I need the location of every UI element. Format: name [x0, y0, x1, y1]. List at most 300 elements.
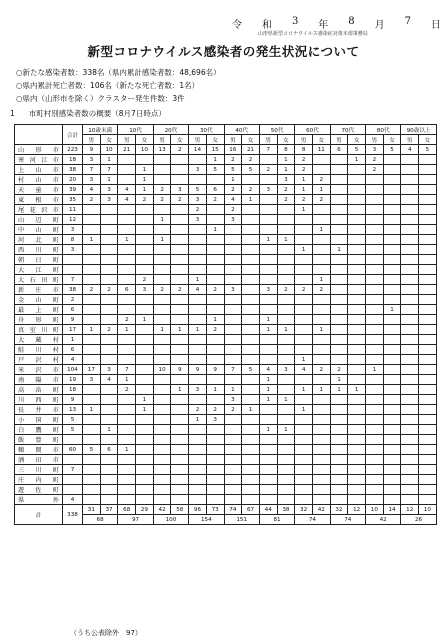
table-row	[15, 385, 437, 395]
case-count	[242, 375, 260, 385]
case-count: 8	[295, 145, 313, 155]
case-count	[224, 235, 242, 245]
case-count	[153, 475, 171, 485]
case-count: 2	[171, 145, 189, 155]
case-count	[100, 245, 118, 255]
case-count	[277, 475, 295, 485]
case-count	[83, 225, 101, 235]
case-count	[136, 265, 154, 275]
case-count	[401, 205, 419, 215]
case-count	[171, 415, 189, 425]
table-row	[15, 445, 437, 455]
case-count	[100, 465, 118, 475]
total-by-age-band: 68	[83, 515, 118, 525]
case-count	[277, 245, 295, 255]
case-count	[330, 155, 348, 165]
case-count	[136, 305, 154, 315]
case-count: 3	[136, 285, 154, 295]
case-count: 1	[312, 385, 330, 395]
case-count	[153, 445, 171, 455]
case-count	[348, 445, 366, 455]
case-count	[259, 405, 277, 415]
case-count	[277, 345, 295, 355]
table-row	[15, 395, 437, 405]
case-count	[224, 325, 242, 335]
case-count	[348, 315, 366, 325]
case-count	[153, 225, 171, 235]
case-count	[312, 475, 330, 485]
case-count	[224, 485, 242, 495]
case-count	[224, 225, 242, 235]
case-count: 2	[295, 165, 313, 175]
case-count	[277, 215, 295, 225]
case-count: 1	[83, 235, 101, 245]
case-count	[136, 475, 154, 485]
case-count	[136, 235, 154, 245]
total-by-sex: 67	[242, 505, 260, 515]
case-count	[259, 305, 277, 315]
case-count	[153, 405, 171, 415]
municipality-name: 米沢市	[15, 365, 63, 375]
case-count	[171, 175, 189, 185]
case-count	[312, 355, 330, 365]
row-total: 9	[63, 395, 83, 405]
case-count	[83, 215, 101, 225]
case-count	[419, 205, 437, 215]
case-count	[100, 475, 118, 485]
case-count	[100, 335, 118, 345]
case-count	[100, 415, 118, 425]
row-total: 19	[63, 375, 83, 385]
case-count	[295, 435, 313, 445]
case-count	[206, 495, 224, 505]
case-count: 9	[206, 365, 224, 375]
case-count	[153, 495, 171, 505]
case-count: 5	[419, 145, 437, 155]
case-count: 2	[277, 285, 295, 295]
table-row	[15, 415, 437, 425]
case-count	[100, 215, 118, 225]
case-count: 1	[206, 155, 224, 165]
case-count	[171, 225, 189, 235]
case-count: 3	[259, 185, 277, 195]
case-count: 1	[295, 175, 313, 185]
case-count: 1	[100, 155, 118, 165]
case-count: 1	[171, 325, 189, 335]
case-count	[153, 455, 171, 465]
case-count: 1	[277, 235, 295, 245]
table-row	[15, 235, 437, 245]
case-count: 2	[242, 185, 260, 195]
municipality-name: 真室川町	[15, 325, 63, 335]
case-count	[295, 265, 313, 275]
row-total: 38	[63, 285, 83, 295]
case-count: 10	[100, 145, 118, 155]
case-count: 1	[206, 315, 224, 325]
case-count: 1	[189, 275, 207, 285]
case-count: 3	[83, 175, 101, 185]
case-count: 1	[189, 415, 207, 425]
header-age-band: 60代	[295, 125, 330, 135]
case-count: 2	[224, 405, 242, 415]
case-count: 4	[189, 285, 207, 295]
case-count	[83, 305, 101, 315]
table-row	[15, 245, 437, 255]
case-count	[383, 385, 401, 395]
municipality-name: 上山市	[15, 165, 63, 175]
case-count	[383, 325, 401, 335]
case-count: 1	[348, 385, 366, 395]
case-count	[348, 345, 366, 355]
case-count	[366, 495, 384, 505]
case-count: 2	[277, 195, 295, 205]
case-count	[312, 345, 330, 355]
case-count	[118, 205, 136, 215]
case-count	[224, 435, 242, 445]
case-count: 7	[118, 365, 136, 375]
case-count	[295, 445, 313, 455]
table-row	[15, 325, 437, 335]
case-count	[171, 395, 189, 405]
case-count: 7	[224, 365, 242, 375]
case-count	[383, 335, 401, 345]
case-count: 10	[153, 365, 171, 375]
case-count	[383, 205, 401, 215]
row-total: 3	[63, 225, 83, 235]
case-count: 7	[83, 165, 101, 175]
case-count	[259, 445, 277, 455]
case-count: 1	[348, 155, 366, 165]
case-count	[189, 335, 207, 345]
case-count	[383, 415, 401, 425]
case-count	[118, 435, 136, 445]
case-count	[330, 335, 348, 345]
case-count	[419, 195, 437, 205]
case-count	[118, 495, 136, 505]
header-sex: 男	[189, 135, 207, 145]
case-count: 1	[153, 325, 171, 335]
case-count	[348, 285, 366, 295]
case-count	[401, 365, 419, 375]
case-count	[136, 335, 154, 345]
case-count	[401, 215, 419, 225]
case-count	[277, 375, 295, 385]
case-count	[383, 245, 401, 255]
case-count: 1	[242, 405, 260, 415]
case-count: 2	[366, 165, 384, 175]
case-count: 1	[259, 315, 277, 325]
total-by-sex: 31	[83, 505, 101, 515]
case-count: 2	[330, 365, 348, 375]
case-count	[366, 345, 384, 355]
case-count	[171, 245, 189, 255]
case-count	[136, 295, 154, 305]
case-count	[153, 375, 171, 385]
case-count	[259, 345, 277, 355]
case-count	[366, 235, 384, 245]
case-count	[171, 255, 189, 265]
case-count	[153, 265, 171, 275]
document-title: 新型コロナウイルス感染者の発生状況について	[87, 44, 360, 59]
case-count	[136, 345, 154, 355]
issuer: 山形県新型コロナウイルス感染症対策本部事務局	[258, 31, 368, 37]
case-count	[401, 185, 419, 195]
case-count	[330, 405, 348, 415]
case-count	[83, 485, 101, 495]
case-count: 1	[295, 355, 313, 365]
case-count	[401, 285, 419, 295]
case-count	[312, 495, 330, 505]
case-count	[277, 275, 295, 285]
case-count	[153, 385, 171, 395]
case-count	[224, 335, 242, 345]
case-count	[383, 155, 401, 165]
case-count	[419, 355, 437, 365]
total-by-age-band: 100	[153, 515, 188, 525]
header-total: 合計	[63, 125, 83, 145]
case-count	[401, 195, 419, 205]
case-count	[189, 315, 207, 325]
case-count	[277, 405, 295, 415]
case-count	[100, 435, 118, 445]
case-count	[153, 245, 171, 255]
case-count	[171, 435, 189, 445]
case-count	[383, 475, 401, 485]
case-count	[295, 425, 313, 435]
case-count	[171, 465, 189, 475]
case-count	[136, 225, 154, 235]
case-count	[330, 395, 348, 405]
total-by-sex: 68	[118, 505, 136, 515]
case-count	[136, 375, 154, 385]
case-count: 3	[224, 215, 242, 225]
case-count	[330, 315, 348, 325]
header-sex: 男	[295, 135, 313, 145]
case-count	[242, 275, 260, 285]
case-count	[206, 435, 224, 445]
case-count	[366, 415, 384, 425]
case-count	[348, 355, 366, 365]
case-count	[383, 495, 401, 505]
case-count	[224, 415, 242, 425]
case-count	[189, 305, 207, 315]
case-count	[259, 195, 277, 205]
case-count	[312, 245, 330, 255]
case-count	[153, 355, 171, 365]
case-count	[189, 435, 207, 445]
case-count: 3	[277, 365, 295, 375]
case-count	[330, 345, 348, 355]
case-count	[295, 255, 313, 265]
case-count	[242, 245, 260, 255]
case-count	[206, 275, 224, 285]
row-total: 2	[63, 295, 83, 305]
case-count	[312, 165, 330, 175]
header-age-band: 90歳以上	[401, 125, 436, 135]
case-count	[171, 265, 189, 275]
case-count: 3	[100, 185, 118, 195]
case-count: 1	[277, 155, 295, 165]
case-count	[348, 425, 366, 435]
case-count	[295, 325, 313, 335]
case-count	[277, 485, 295, 495]
case-count	[136, 465, 154, 475]
header-sex: 女	[242, 135, 260, 145]
row-total: 8	[63, 235, 83, 245]
header-age-band: 70代	[330, 125, 365, 135]
case-count	[242, 425, 260, 435]
case-count: 1	[224, 175, 242, 185]
case-count	[206, 445, 224, 455]
case-count: 3	[224, 395, 242, 405]
bullet-clusters: ○県内（山形市を除く）クラスター発生件数：3件	[16, 94, 185, 103]
case-count	[419, 405, 437, 415]
case-count	[100, 405, 118, 415]
case-count: 6	[330, 145, 348, 155]
case-count: 11	[312, 145, 330, 155]
total-by-sex: 10	[419, 505, 437, 515]
case-count	[100, 315, 118, 325]
case-count	[348, 325, 366, 335]
case-count	[242, 465, 260, 475]
case-count	[259, 245, 277, 255]
case-count	[366, 485, 384, 495]
case-count	[366, 455, 384, 465]
case-count: 1	[136, 395, 154, 405]
case-count	[206, 205, 224, 215]
case-count: 5	[242, 165, 260, 175]
case-count	[383, 275, 401, 285]
case-count	[348, 195, 366, 205]
case-count	[136, 205, 154, 215]
case-count	[259, 455, 277, 465]
case-count	[259, 175, 277, 185]
municipality-name: 庄内町	[15, 475, 63, 485]
case-count	[171, 205, 189, 215]
case-count	[242, 385, 260, 395]
case-count	[171, 305, 189, 315]
case-count	[153, 395, 171, 405]
case-count	[348, 215, 366, 225]
table-row	[15, 485, 437, 495]
case-count	[419, 365, 437, 375]
case-count	[366, 405, 384, 415]
case-count: 3	[100, 365, 118, 375]
case-count	[171, 155, 189, 165]
case-count	[100, 385, 118, 395]
case-count	[348, 205, 366, 215]
case-count	[83, 385, 101, 395]
case-count	[277, 315, 295, 325]
case-count	[242, 445, 260, 455]
case-count	[366, 325, 384, 335]
case-count	[419, 185, 437, 195]
case-count	[330, 195, 348, 205]
case-count	[295, 305, 313, 315]
header-sex: 女	[171, 135, 189, 145]
case-count	[259, 495, 277, 505]
case-count	[224, 445, 242, 455]
case-count	[348, 265, 366, 275]
case-count	[224, 475, 242, 485]
case-count	[206, 425, 224, 435]
municipality-name: 遊佐町	[15, 485, 63, 495]
case-count	[366, 315, 384, 325]
case-count: 1	[312, 325, 330, 335]
case-count: 5	[206, 165, 224, 175]
case-count	[330, 225, 348, 235]
header-sex: 男	[366, 135, 384, 145]
case-count: 4	[118, 195, 136, 205]
municipality-name: 山形市	[15, 145, 63, 155]
case-count	[348, 255, 366, 265]
row-total: 18	[63, 155, 83, 165]
report-date: 令 和 3 年 8 月 7 日	[232, 16, 442, 31]
case-count	[295, 275, 313, 285]
case-count	[118, 175, 136, 185]
case-count	[118, 215, 136, 225]
case-table	[14, 124, 437, 525]
case-count	[153, 485, 171, 495]
case-count	[224, 275, 242, 285]
case-count	[224, 295, 242, 305]
case-count	[277, 305, 295, 315]
case-count	[189, 485, 207, 495]
case-count	[348, 225, 366, 235]
table-row	[15, 375, 437, 385]
case-count: 4	[259, 365, 277, 375]
header-age-band: 30代	[189, 125, 224, 135]
case-count	[153, 425, 171, 435]
header-sex: 女	[206, 135, 224, 145]
case-count	[419, 375, 437, 385]
case-count	[366, 445, 384, 455]
case-count: 2	[277, 185, 295, 195]
table-row	[15, 335, 437, 345]
municipality-name: 新庄市	[15, 285, 63, 295]
table-row	[15, 425, 437, 435]
header-sex: 男	[224, 135, 242, 145]
case-count	[171, 215, 189, 225]
case-count	[419, 335, 437, 345]
case-count: 1	[118, 375, 136, 385]
case-count: 1	[189, 325, 207, 335]
case-count	[312, 425, 330, 435]
case-count	[401, 465, 419, 475]
case-count	[366, 335, 384, 345]
case-count	[189, 355, 207, 365]
municipality-name: 大石田町	[15, 275, 63, 285]
case-count	[312, 445, 330, 455]
case-count: 2	[224, 155, 242, 165]
case-count	[118, 275, 136, 285]
case-count: 2	[118, 315, 136, 325]
total-by-sex: 12	[401, 505, 419, 515]
case-count	[348, 165, 366, 175]
table-row	[15, 195, 437, 205]
case-count	[100, 495, 118, 505]
case-count	[189, 235, 207, 245]
case-count	[277, 415, 295, 425]
case-count	[383, 295, 401, 305]
case-count	[295, 485, 313, 495]
case-count	[312, 315, 330, 325]
case-count	[401, 155, 419, 165]
case-count	[118, 335, 136, 345]
municipality-name: 山辺町	[15, 215, 63, 225]
case-count	[277, 205, 295, 215]
case-count: 2	[83, 285, 101, 295]
